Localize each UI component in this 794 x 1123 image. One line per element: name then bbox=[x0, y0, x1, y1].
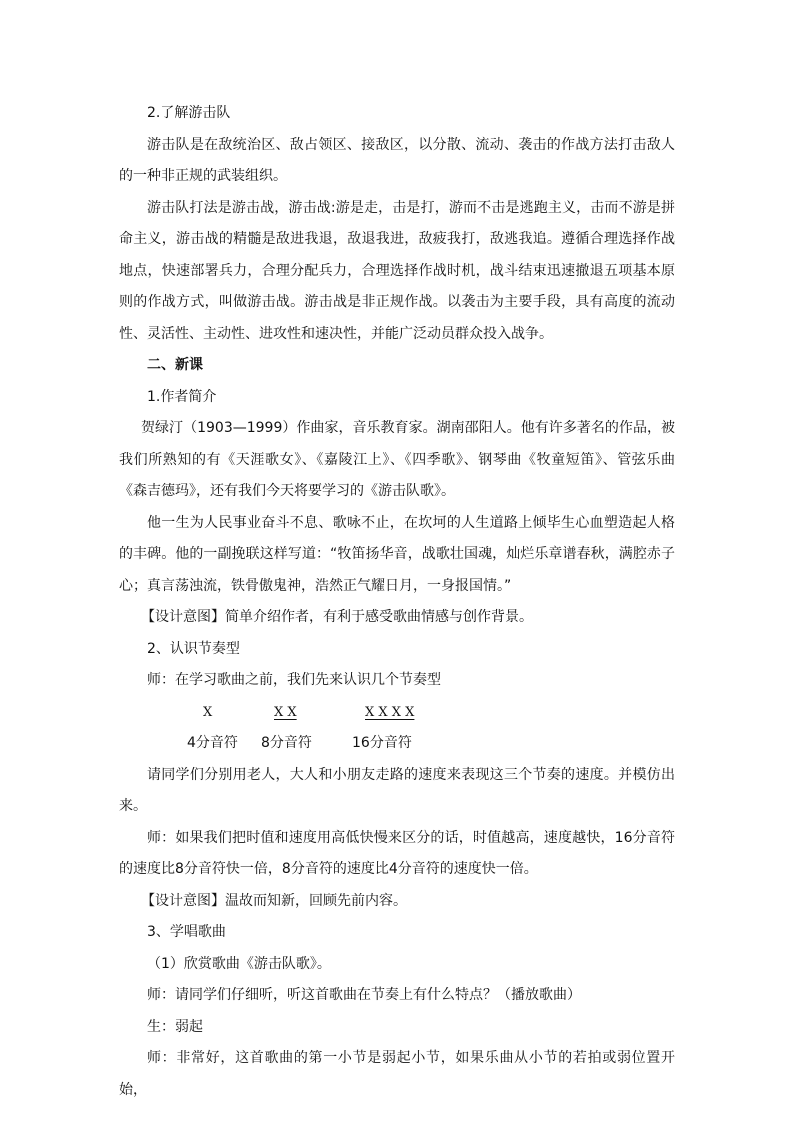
paragraph-rhythm-explanation: 师：如果我们把时值和速度用高低快慢来区分的话，时值越高，速度越快，16分音符的速度比8分音符快一倍，8分音符的速度比4分音符的速度快一倍。 bbox=[119, 829, 675, 877]
rhythm-sixteenth-symbol: X X X X bbox=[365, 704, 415, 720]
section-heading-understand-guerrilla: 2.了解游击队 bbox=[147, 105, 231, 121]
paragraph-guerrilla-tactics: 游击队打法是游击战，游击战:游是走，击是打，游而不击是逃跑主义，击而不游是拼命主义，游击战的精髓是敌进我退，敌退我进，敌疲我打，敌逃我追。遵循合理选择作战地点，快速部署兵力，合理分配兵力，合理选择作战时机，战斗结束迅速撤退五项基本原则的作战方式，叫做游击战。游击战是非正规作战。以袭击为主要手段，具有高度的流动性、灵活性、主动性、进攻性和速决性，并能广泛动员群众投入战争。 bbox=[119, 199, 675, 342]
paragraph-rhythm-intro: 师：在学习歌曲之前，我们先来认识几个节奏型 bbox=[147, 672, 441, 688]
paragraph-student-answer: 生：弱起 bbox=[147, 1018, 203, 1035]
section-heading-new-lesson: 二、新课 bbox=[147, 357, 203, 373]
subheading-appreciate-song: （1）欣赏歌曲《游击队歌》。 bbox=[147, 955, 331, 972]
subheading-rhythm: 2、认识节奏型 bbox=[147, 640, 240, 657]
rhythm-quarter-label: 4分音符 bbox=[187, 735, 238, 751]
paragraph-author-couplet: 他一生为人民事业奋斗不息、歌咏不止，在坎坷的人生道路上倾毕生心血塑造起人格的丰碑。他的一副挽联这样写道：“牧笛扬华音，战歌壮国魂，灿烂乐章谱春秋，满腔赤子心；真言荡浊流，铁骨傲鬼神，浩然正气耀日月，一身报国情。” bbox=[119, 514, 675, 594]
subheading-author-intro: 1.作者简介 bbox=[147, 388, 217, 405]
paragraph-guerrilla-definition: 游击队是在敌统治区、敌占领区、接敌区，以分散、流动、袭击的作战方法打击敌人的一种非正规的武装组织。 bbox=[119, 136, 675, 184]
paragraph-author-bio: 贺绿汀（1903—1999）作曲家，音乐教育家。湖南邵阳人。他有许多著名的作品，被我们所熟知的有《天涯歌女》、《嘉陵江上》、《四季歌》、钢琴曲《牧童短笛》、管弦乐曲《森吉德玛》，还有我们今天将要学习的《游击队歌》。 bbox=[119, 420, 675, 499]
paragraph-teacher-question: 师：请同学们仔细听，听这首歌曲在节奏上有什么特点？（播放歌曲） bbox=[147, 987, 581, 1003]
design-intent-rhythm: 【设计意图】温故而知新，回顾先前内容。 bbox=[141, 892, 407, 909]
rhythm-label-row bbox=[119, 728, 675, 760]
rhythm-symbol-row bbox=[119, 697, 675, 729]
rhythm-quarter-symbol: X bbox=[203, 704, 213, 720]
paragraph-rhythm-activity: 请同学们分别用老人，大人和小朋友走路的速度来表现这三个节奏的速度。并模仿出来。 bbox=[119, 766, 675, 814]
subheading-learn-song: 3、学唱歌曲 bbox=[147, 924, 226, 940]
design-intent-author: 【设计意图】简单介绍作者，有利于感受歌曲情感与创作背景。 bbox=[141, 609, 533, 625]
rhythm-eighth-label: 8分音符 bbox=[261, 735, 312, 751]
paragraph-teacher-explanation: 师：非常好，这首歌曲的第一小节是弱起小节，如果乐曲从小节的若拍或弱位置开始， bbox=[119, 1050, 675, 1098]
rhythm-eighth-symbol: X X bbox=[274, 704, 297, 720]
rhythm-sixteenth-label: 16分音符 bbox=[352, 735, 412, 751]
document-body bbox=[119, 98, 675, 1106]
